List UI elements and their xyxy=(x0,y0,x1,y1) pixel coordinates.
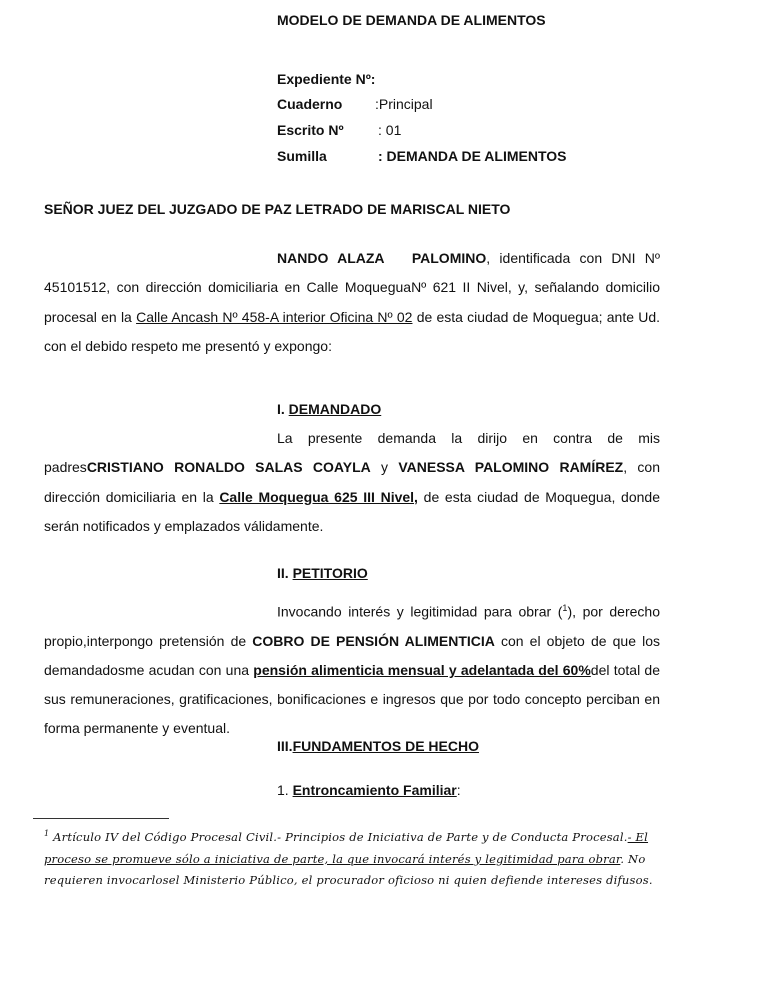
defendant-address: Calle Moquegua 625 III Nivel, xyxy=(219,488,418,505)
section-petitorio-heading: II. PETITORIO xyxy=(277,565,368,581)
pension-terms: pensión alimenticia mensual y adelantada del 60% xyxy=(253,661,591,678)
intro-text: , identificada con DNI Nº 45101512, con dirección domiciliaria en Calle MoqueguaNº 621 II Nivel, y, señalando domicilio procesal en la xyxy=(44,250,660,325)
addressee: SEÑOR JUEZ DEL JUZGADO DE PAZ LETRADO DE MARISCAL NIETO xyxy=(44,201,511,217)
cuaderno-label: Cuaderno xyxy=(277,96,343,112)
petitorio-paragraph: Invocando interés y legitimidad para obrar ($^1$), por derecho propio,interpongo pretensión de COBRO DE PENSIÓN ALIMENTICIA con el objeto de que los demandadosme acudan con una pensión alimenticia mensual y adelantada del 60%del total de sus remuneraciones, gratificaciones, bonificaciones e ingresos que por todo concepto perciban en forma permanente y eventual. xyxy=(44,603,660,736)
defendant-1: CRISTIANO RONALDO SALAS COAYLA xyxy=(86,459,371,476)
demandado-paragraph: La presente demanda la dirijo en contra de mis padresCRISTIANO RONALDO SALAS COAYLA y VANESSA PALOMINO RAMÍREZ, con dirección domiciliaria en la Calle Moquegua 625 III Nivel, de esta ciudad de Moquegua, donde serán notificados y emplazados válidamente. xyxy=(44,430,660,534)
intro-paragraph xyxy=(44,244,660,361)
plaintiff-name: NANDO ALAZA PALOMINO xyxy=(277,250,487,266)
section-fundamentos-heading: III.FUNDAMENTOS DE HECHO xyxy=(277,738,479,754)
defendant-2: VANESSA PALOMINO RAMÍREZ xyxy=(398,459,624,476)
escrito-value: : 01 xyxy=(378,122,402,138)
footnote-separator xyxy=(33,818,169,819)
claim: COBRO DE PENSIÓN ALIMENTICIA xyxy=(252,632,495,649)
footnote-ref[interactable]: 1 xyxy=(562,603,568,613)
procedural-address: Calle Ancash Nº 458-A interior Oficina Nº 02 xyxy=(136,308,413,325)
sumilla-label: Sumilla xyxy=(277,148,327,164)
escrito-label: Escrito Nº xyxy=(277,122,344,138)
sumilla-value: : DEMANDA DE ALIMENTOS xyxy=(378,148,567,164)
section-demandado-heading: I. DEMANDADO xyxy=(277,401,382,417)
document-title: MODELO DE DEMANDA DE ALIMENTOS xyxy=(277,12,546,28)
intro-text-end: de esta ciudad de Moquegua; ante Ud. con el debido respeto me presentó y expongo: xyxy=(44,308,661,354)
subsection-entroncamiento: 1. Entroncamiento Familiar: xyxy=(277,782,461,798)
expediente-label: Expediente Nº: xyxy=(277,71,376,87)
footnote: $^1$ Artículo IV del Código Procesal Civil.- Principios de Iniciativa de Parte y de Conducta Procesal.- El proceso se promueve sólo a iniciativa de parte, la que invocará interés y legitimidad para obrar. No requieren invocarlosel Ministerio Público, el procurador oficioso ni quien defiende intereses difusos. xyxy=(44,829,653,888)
cuaderno-value: :Principal xyxy=(375,96,433,112)
